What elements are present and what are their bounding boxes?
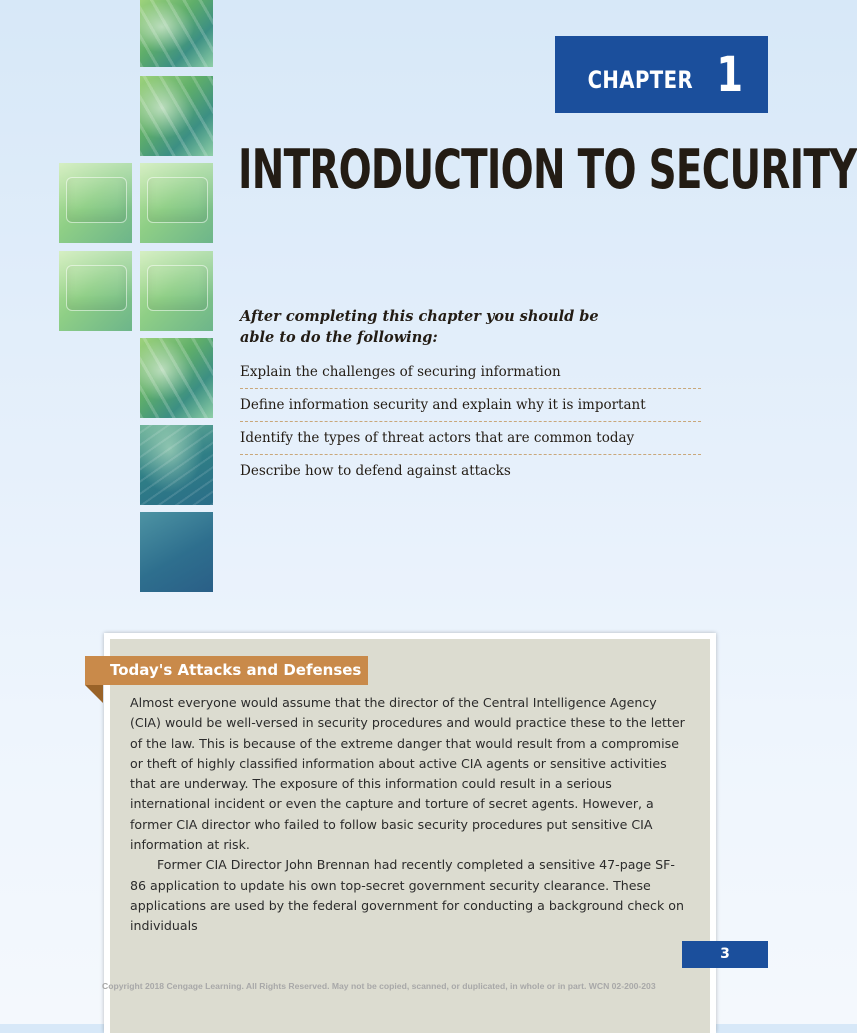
objective-item: Explain the challenges of securing information (240, 356, 701, 389)
decorative-image-tile (140, 512, 213, 592)
decorative-image-tile (140, 163, 213, 243)
page-number: 3 (682, 941, 768, 968)
decorative-image-tile (59, 163, 132, 243)
decorative-image-tile (140, 338, 213, 418)
decorative-image-tile (140, 425, 213, 505)
decorative-image-tile (140, 0, 213, 67)
chapter-word: CHAPTER (588, 65, 694, 94)
decorative-image-tile (140, 251, 213, 331)
sidebar-paragraph: Almost everyone would assume that the director of the Central Intelligence Agency (CIA) would be well-versed in security procedures and would practice these to the letter of the law. This is because of the extreme danger that would result from a compromise or theft of highly classified information about active CIA agents or sensitive activities that are underway. The exposure of this information could result in a serious international incident or even the capture and torture of secret agents. However, a former CIA director who failed to follow basic security procedures put sensitive CIA information at risk. (130, 695, 685, 853)
sidebar-heading: Today's Attacks and Defenses (85, 656, 368, 685)
chapter-number: 1 (716, 46, 744, 103)
objectives-list (240, 356, 701, 487)
objective-item: Define information security and explain why it is important (240, 389, 701, 422)
sidebar-paragraph: Former CIA Director John Brennan had recently completed a sensitive 47-page SF-86 application to update his own top-secret government security clearance. These applications are used by the federal government for conducting a background check on individuals (130, 857, 684, 934)
objective-item: Identify the types of threat actors that are common today (240, 422, 701, 455)
objectives-intro: After completing this chapter you should be able to do the following: (240, 308, 599, 346)
learning-objectives (240, 306, 701, 487)
copyright-notice: Copyright 2018 Cengage Learning. All Rights Reserved. May not be copied, scanned, or duplicated, in whole or in part. WCN 02-200-203 (102, 981, 656, 991)
decorative-image-tile (140, 76, 213, 156)
chapter-label (555, 36, 768, 113)
chapter-title: INTRODUCTION TO SECURITY (238, 138, 857, 201)
banner-fold (85, 685, 103, 703)
objective-item: Describe how to defend against attacks (240, 463, 511, 479)
sidebar-body (130, 693, 686, 937)
decorative-image-tile (59, 251, 132, 331)
